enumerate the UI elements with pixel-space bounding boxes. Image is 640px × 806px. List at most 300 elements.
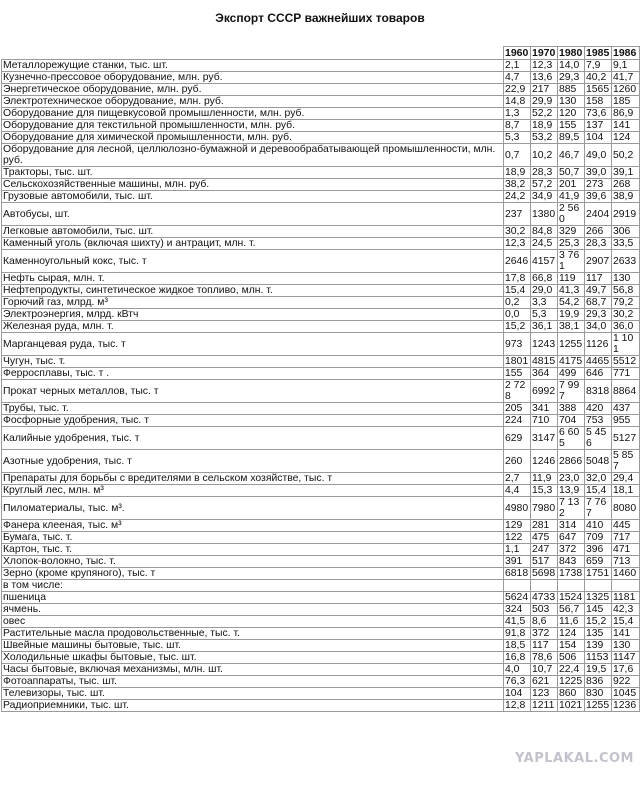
header-blank-cell [2,47,504,60]
cell-value-1960: 76,3 [504,676,531,688]
cell-value-1985: 5048 [585,450,612,473]
cell-value-1986: 130 [612,640,640,652]
cell-value-1980: 11,6 [558,616,585,628]
cell-value-1985: 73,6 [585,108,612,120]
cell-value-1986: 1 101 [612,333,640,356]
cell-value-1985: 34,0 [585,321,612,333]
cell-value-1986: 42,3 [612,604,640,616]
cell-value-1985: 15,2 [585,616,612,628]
cell-value-1980: 41,9 [558,191,585,203]
row-label: Растительные масла продовольственные, тыс. т. [2,628,504,640]
cell-value-1960: 24,2 [504,191,531,203]
cell-value-1970: 12,3 [531,60,558,72]
cell-value-1960: 15,2 [504,321,531,333]
cell-value-1980: 130 [558,96,585,108]
cell-value-1980: 647 [558,532,585,544]
cell-value-1986: 1181 [612,592,640,604]
cell-value-1985: 830 [585,688,612,700]
cell-value-1986: 56,8 [612,285,640,297]
cell-value-1986: 33,5 [612,238,640,250]
cell-value-1986: 1460 [612,568,640,580]
cell-value-1985: 145 [585,604,612,616]
cell-value-1986: 130 [612,273,640,285]
row-label: Железная руда, млн. т. [2,321,504,333]
cell-value-1970: 372 [531,628,558,640]
cell-value-1986: 2919 [612,203,640,226]
cell-value-1980: 46,7 [558,144,585,167]
table-row [2,356,640,368]
cell-value-1985: 659 [585,556,612,568]
cell-value-1985: 137 [585,120,612,132]
cell-value-1980: 499 [558,368,585,380]
cell-value-1980: 7 132 [558,497,585,520]
row-label: Марганцевая руда, тыс. т [2,333,504,356]
cell-value-1970: 247 [531,544,558,556]
cell-value-1960: 391 [504,556,531,568]
cell-value-1980: 154 [558,640,585,652]
table-body [2,60,640,712]
cell-value-1985: 709 [585,532,612,544]
cell-value-1970: 123 [531,688,558,700]
row-label: Ферросплавы, тыс. т . [2,368,504,380]
cell-value-1986: 445 [612,520,640,532]
cell-value-1986: 15,4 [612,616,640,628]
cell-value-1970: 78,6 [531,652,558,664]
cell-value-1960: 324 [504,604,531,616]
cell-value-1986: 38,9 [612,191,640,203]
cell-value-1985: 836 [585,676,612,688]
cell-value-1970: 28,3 [531,167,558,179]
table-row [2,568,640,580]
cell-value-1986: 8864 [612,380,640,403]
table-row [2,415,640,427]
cell-value-1970: 503 [531,604,558,616]
cell-value-1970: 84,8 [531,226,558,238]
cell-value-1985: 1153 [585,652,612,664]
cell-value-1980 [558,580,585,592]
cell-value-1960: 1801 [504,356,531,368]
cell-value-1985: 117 [585,273,612,285]
cell-value-1986: 306 [612,226,640,238]
cell-value-1986: 29,4 [612,473,640,485]
cell-value-1986: 50,2 [612,144,640,167]
cell-value-1980: 3 761 [558,250,585,273]
cell-value-1986: 17,6 [612,664,640,676]
cell-value-1980: 314 [558,520,585,532]
cell-value-1985: 68,7 [585,297,612,309]
table-row [2,250,640,273]
cell-value-1970: 52,2 [531,108,558,120]
cell-value-1985: 40,2 [585,72,612,84]
row-label: Швейные машины бытовые, тыс. шт. [2,640,504,652]
table-row [2,380,640,403]
cell-value-1970: 341 [531,403,558,415]
cell-value-1970: 1211 [531,700,558,712]
cell-value-1970: 29,0 [531,285,558,297]
cell-value-1970: 4733 [531,592,558,604]
cell-value-1986: 437 [612,403,640,415]
cell-value-1960: 5,3 [504,132,531,144]
table-row [2,532,640,544]
row-label: Нефть сырая, млн. т. [2,273,504,285]
row-label: ячмень. [2,604,504,616]
cell-value-1970 [531,580,558,592]
table-row [2,108,640,120]
cell-value-1960: 629 [504,427,531,450]
cell-value-1980: 89,5 [558,132,585,144]
table-row [2,473,640,485]
cell-value-1986: 922 [612,676,640,688]
cell-value-1980: 4175 [558,356,585,368]
cell-value-1970: 66,8 [531,273,558,285]
row-label: Фотоаппараты, тыс. шт. [2,676,504,688]
cell-value-1960: 237 [504,203,531,226]
cell-value-1986: 124 [612,132,640,144]
cell-value-1985: 15,4 [585,485,612,497]
cell-value-1986: 9,1 [612,60,640,72]
cell-value-1985: 753 [585,415,612,427]
row-label: Нефтепродукты, синтетическое жидкое топливо, млн. т. [2,285,504,297]
row-label: Фанера клееная, тыс. м³ [2,520,504,532]
table-row [2,403,640,415]
table-row [2,450,640,473]
cell-value-1960: 8,7 [504,120,531,132]
cell-value-1980: 2866 [558,450,585,473]
cell-value-1985 [585,580,612,592]
cell-value-1960: 122 [504,532,531,544]
row-label: Радиоприемники, тыс. шт. [2,700,504,712]
cell-value-1980: 7 997 [558,380,585,403]
cell-value-1980: 201 [558,179,585,191]
table-row [2,309,640,321]
cell-value-1960: 129 [504,520,531,532]
cell-value-1980: 25,3 [558,238,585,250]
row-label: Оборудование для химической промышленности, млн. руб. [2,132,504,144]
cell-value-1960: 973 [504,333,531,356]
row-label: Грузовые автомобили, тыс. шт. [2,191,504,203]
cell-value-1960: 30,2 [504,226,531,238]
cell-value-1970: 57,2 [531,179,558,191]
cell-value-1960: 22,9 [504,84,531,96]
cell-value-1980: 56,7 [558,604,585,616]
cell-value-1960: 15,4 [504,285,531,297]
cell-value-1980: 22,4 [558,664,585,676]
cell-value-1980: 50,7 [558,167,585,179]
table-row [2,592,640,604]
cell-value-1985: 646 [585,368,612,380]
row-label: Автобусы, шт. [2,203,504,226]
cell-value-1985: 158 [585,96,612,108]
cell-value-1960: 12,8 [504,700,531,712]
cell-value-1970: 281 [531,520,558,532]
table-row [2,226,640,238]
cell-value-1960: 4,4 [504,485,531,497]
cell-value-1985: 39,6 [585,191,612,203]
row-label: Круглый лес, млн. м³ [2,485,504,497]
cell-value-1970: 3147 [531,427,558,450]
cell-value-1960: 91,8 [504,628,531,640]
cell-value-1986: 5 857 [612,450,640,473]
cell-value-1985: 29,3 [585,309,612,321]
cell-value-1970: 6992 [531,380,558,403]
cell-value-1970: 475 [531,532,558,544]
table-row [2,544,640,556]
cell-value-1980: 6 605 [558,427,585,450]
cell-value-1960: 1,3 [504,108,531,120]
table-row [2,676,640,688]
cell-value-1980: 13,9 [558,485,585,497]
table-row [2,485,640,497]
cell-value-1980: 388 [558,403,585,415]
export-table-container [1,46,639,712]
cell-value-1970: 11,9 [531,473,558,485]
cell-value-1985: 1126 [585,333,612,356]
table-row [2,191,640,203]
cell-value-1960: 18,9 [504,167,531,179]
table-row [2,321,640,333]
cell-value-1986: 5127 [612,427,640,450]
row-label: Чугун, тыс. т. [2,356,504,368]
cell-value-1970: 13,6 [531,72,558,84]
table-row [2,167,640,179]
cell-value-1970: 4815 [531,356,558,368]
cell-value-1985: 266 [585,226,612,238]
row-label: Горючий газ, млрд. м³ [2,297,504,309]
cell-value-1985: 7,9 [585,60,612,72]
row-label: Электротехническое оборудование, млн. руб. [2,96,504,108]
row-label: Часы бытовые, включая механизмы, млн. шт. [2,664,504,676]
table-row [2,179,640,191]
cell-value-1970: 34,9 [531,191,558,203]
cell-value-1980: 1021 [558,700,585,712]
cell-value-1985: 420 [585,403,612,415]
cell-value-1985: 5 456 [585,427,612,450]
table-row [2,96,640,108]
cell-value-1986: 5512 [612,356,640,368]
cell-value-1970: 1246 [531,450,558,473]
cell-value-1970: 7980 [531,497,558,520]
table-row [2,664,640,676]
cell-value-1980: 54,2 [558,297,585,309]
cell-value-1960: 4,0 [504,664,531,676]
cell-value-1970: 710 [531,415,558,427]
cell-value-1986: 18,1 [612,485,640,497]
cell-value-1970: 8,6 [531,616,558,628]
table-row [2,285,640,297]
cell-value-1970: 18,9 [531,120,558,132]
cell-value-1960: 0,7 [504,144,531,167]
cell-value-1980: 1255 [558,333,585,356]
row-label: Кузнечно-прессовое оборудование, млн. руб. [2,72,504,84]
cell-value-1986 [612,580,640,592]
cell-value-1985: 410 [585,520,612,532]
cell-value-1980: 860 [558,688,585,700]
cell-value-1986: 39,1 [612,167,640,179]
row-label: Каменный уголь (включая шихту) и антрацит, млн. т. [2,238,504,250]
cell-value-1980: 329 [558,226,585,238]
cell-value-1980: 120 [558,108,585,120]
table-row [2,368,640,380]
table-row [2,238,640,250]
page-title: Экспорт СССР важнейших товаров [215,11,425,25]
table-row [2,497,640,520]
row-label: Оборудование для текстильной промышленности, млн. руб. [2,120,504,132]
cell-value-1970: 117 [531,640,558,652]
table-row [2,132,640,144]
cell-value-1970: 10,2 [531,144,558,167]
table-row [2,700,640,712]
cell-value-1980: 1738 [558,568,585,580]
cell-value-1960: 1,1 [504,544,531,556]
export-table [1,46,640,712]
row-label: Фосфорные удобрения, тыс. т [2,415,504,427]
row-label: Легковые автомобили, тыс. шт. [2,226,504,238]
cell-value-1986: 36,0 [612,321,640,333]
cell-value-1986: 713 [612,556,640,568]
cell-value-1960: 6818 [504,568,531,580]
cell-value-1985: 139 [585,640,612,652]
cell-value-1980: 843 [558,556,585,568]
cell-value-1960: 38,2 [504,179,531,191]
row-label: Зерно (кроме крупяного), тыс. т [2,568,504,580]
cell-value-1985: 2404 [585,203,612,226]
cell-value-1970: 621 [531,676,558,688]
cell-value-1980: 372 [558,544,585,556]
cell-value-1970: 217 [531,84,558,96]
cell-value-1960: 2 728 [504,380,531,403]
row-label: Картон, тыс. т. [2,544,504,556]
cell-value-1985: 2907 [585,250,612,273]
cell-value-1960: 4980 [504,497,531,520]
cell-value-1960: 0,2 [504,297,531,309]
cell-value-1980: 23,0 [558,473,585,485]
cell-value-1970: 53,2 [531,132,558,144]
row-label: Каменноугольный кокс, тыс. т [2,250,504,273]
row-label: Препараты для борьбы с вредителями в сельском хозяйстве, тыс. т [2,473,504,485]
cell-value-1970: 5698 [531,568,558,580]
table-row [2,556,640,568]
cell-value-1970: 1380 [531,203,558,226]
cell-value-1985: 1751 [585,568,612,580]
row-label: Тракторы, тыс. шт. [2,167,504,179]
table-row [2,580,640,592]
table-row [2,203,640,226]
cell-value-1985: 8318 [585,380,612,403]
cell-value-1960: 2646 [504,250,531,273]
table-row [2,120,640,132]
table-row [2,84,640,96]
cell-value-1980: 29,3 [558,72,585,84]
cell-value-1986: 955 [612,415,640,427]
cell-value-1970: 10,7 [531,664,558,676]
header-year-1980: 1980 [558,47,585,60]
table-row [2,297,640,309]
cell-value-1970: 36,1 [531,321,558,333]
row-label: Азотные удобрения, тыс. т [2,450,504,473]
table-row [2,604,640,616]
cell-value-1985: 135 [585,628,612,640]
header-year-1985: 1985 [585,47,612,60]
cell-value-1960: 5624 [504,592,531,604]
cell-value-1985: 7 767 [585,497,612,520]
cell-value-1970: 5,3 [531,309,558,321]
cell-value-1986: 771 [612,368,640,380]
row-label: Трубы, тыс. т. [2,403,504,415]
row-label: пшеница [2,592,504,604]
row-label: Электроэнергия, млрд. кВтч [2,309,504,321]
cell-value-1980: 1524 [558,592,585,604]
cell-value-1986: 141 [612,628,640,640]
cell-value-1960: 4,7 [504,72,531,84]
cell-value-1986: 141 [612,120,640,132]
row-label: Энергетическое оборудование, млн. руб. [2,84,504,96]
cell-value-1986: 717 [612,532,640,544]
row-label: Бумага, тыс. т. [2,532,504,544]
row-label: Оборудование для лесной, целлюлозно-бумажной и деревообрабатывающей промышленности, млн. руб. [2,144,504,167]
cell-value-1970: 24,5 [531,238,558,250]
cell-value-1980: 14,0 [558,60,585,72]
cell-value-1985: 19,5 [585,664,612,676]
table-row [2,688,640,700]
row-label: в том числе: [2,580,504,592]
cell-value-1985: 28,3 [585,238,612,250]
row-label: Холодильные шкафы бытовые, тыс. шт. [2,652,504,664]
row-label: Калийные удобрения, тыс. т [2,427,504,450]
cell-value-1970: 15,3 [531,485,558,497]
cell-value-1986: 30,2 [612,309,640,321]
cell-value-1960: 14,8 [504,96,531,108]
header-year-1970: 1970 [531,47,558,60]
cell-value-1986: 268 [612,179,640,191]
cell-value-1986: 79,2 [612,297,640,309]
table-row [2,640,640,652]
cell-value-1980: 41,3 [558,285,585,297]
cell-value-1960: 104 [504,688,531,700]
cell-value-1960: 12,3 [504,238,531,250]
cell-value-1960: 16,8 [504,652,531,664]
table-row [2,72,640,84]
table-row [2,616,640,628]
watermark-text: YAPLAKAL.COM [515,751,634,766]
table-header-row [2,47,640,60]
cell-value-1986: 1147 [612,652,640,664]
cell-value-1970: 364 [531,368,558,380]
cell-value-1980: 885 [558,84,585,96]
cell-value-1980: 119 [558,273,585,285]
cell-value-1986: 86,9 [612,108,640,120]
cell-value-1985: 39,0 [585,167,612,179]
cell-value-1980: 506 [558,652,585,664]
cell-value-1985: 32,0 [585,473,612,485]
cell-value-1985: 49,7 [585,285,612,297]
cell-value-1985: 1565 [585,84,612,96]
table-row [2,144,640,167]
cell-value-1970: 3,3 [531,297,558,309]
cell-value-1960: 155 [504,368,531,380]
cell-value-1960: 260 [504,450,531,473]
cell-value-1980: 704 [558,415,585,427]
cell-value-1980: 155 [558,120,585,132]
table-row [2,652,640,664]
cell-value-1980: 2 560 [558,203,585,226]
cell-value-1970: 517 [531,556,558,568]
cell-value-1985: 1255 [585,700,612,712]
row-label: Телевизоры, тыс. шт. [2,688,504,700]
cell-value-1960: 0,0 [504,309,531,321]
cell-value-1986: 471 [612,544,640,556]
cell-value-1985: 396 [585,544,612,556]
header-year-1986: 1986 [612,47,640,60]
